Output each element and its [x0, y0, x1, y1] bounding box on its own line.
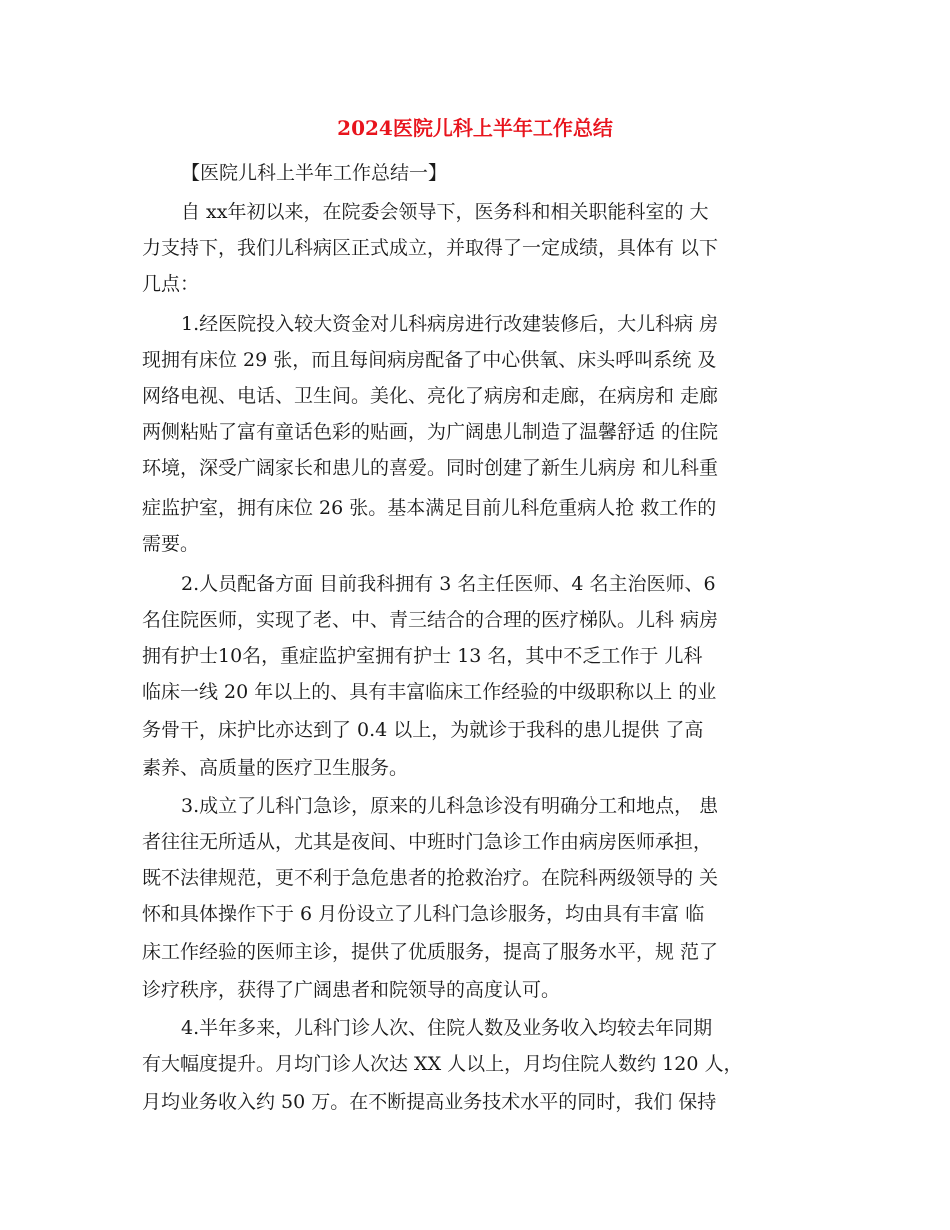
body-line: 4.半年多来，儿科门诊人次、住院人数及业务收入均较去年同期 [181, 1017, 713, 1039]
body-line: 怀和具体操作下于 6 月份设立了儿科门急诊服务，均由具有丰富 临 [142, 903, 705, 925]
body-line: 既不法律规范，更不利于急危患者的抢救治疗。在院科两级领导的 关 [142, 867, 719, 889]
body-line: 者往往无所适从，尤其是夜间、中班时门急诊工作由病房医师承担， [142, 831, 713, 853]
body-line: 拥有护士10名，重症监护室拥有护士 13 名，其中不乏工作于 儿科 [142, 645, 703, 667]
body-line: 3.成立了儿科门急诊，原来的儿科急诊没有明确分工和地点， 患 [181, 795, 719, 817]
body-line: 自 xx年初以来，在院委会领导下，医务科和相关职能科室的 大 [181, 201, 709, 223]
body-line: 症监护室，拥有床位 26 张。基本满足目前儿科危重病人抢 救工作的 [142, 497, 717, 519]
body-line: 2.人员配备方面 目前我科拥有 3 名主任医师、4 名主治医师、6 [181, 573, 716, 595]
body-line: 月均业务收入约 50 万。在不断提高业务技术水平的同时，我们 保持 [142, 1091, 717, 1113]
body-line: 务骨干，床护比亦达到了 0.4 以上，为就诊于我科的患儿提供 了高 [142, 719, 704, 741]
body-line: 现拥有床位 29 张，而且每间病房配备了中心供氧、床头呼叫系统 及 [142, 349, 717, 371]
body-line: 网络电视、电话、卫生间。美化、亮化了病房和走廊，在病房和 走廊 [142, 385, 719, 407]
body-line: 需要。 [142, 533, 200, 555]
body-line: 床工作经验的医师主诊，提供了优质服务，提高了服务水平，规 范了 [142, 941, 719, 963]
body-line: 名住院医师，实现了老、中、青三结合的合理的医疗梯队。儿科 病房 [142, 609, 719, 631]
body-line: 有大幅度提升。月均门诊人次达 XX 人以上，月均住院人数约 120 人， [142, 1053, 743, 1075]
body-line: 力支持下，我们儿科病区正式成立，并取得了一定成绩，具体有 以下 [142, 237, 719, 259]
body-line: 1.经医院投入较大资金对儿科病房进行改建装修后，大儿科病 房 [181, 313, 719, 335]
body-line: 两侧粘贴了富有童话色彩的贴画，为广阔患儿制造了温馨舒适 的住院 [142, 421, 719, 443]
body-line: 几点： [142, 273, 200, 295]
body-line: 环境，深受广阔家长和患儿的喜爱。同时创建了新生儿病房 和儿科重 [142, 457, 719, 479]
body-line: 素养、高质量的医疗卫生服务。 [142, 757, 409, 779]
document-title: 2024医院儿科上半年工作总结 [337, 116, 613, 140]
body-line: 临床一线 20 年以上的、具有丰富临床工作经验的中级职称以上 的业 [142, 681, 717, 703]
section-heading: 【医院儿科上半年工作总结一】 [181, 162, 448, 184]
body-line: 诊疗秩序，获得了广阔患者和院领导的高度认可。 [142, 979, 561, 1001]
